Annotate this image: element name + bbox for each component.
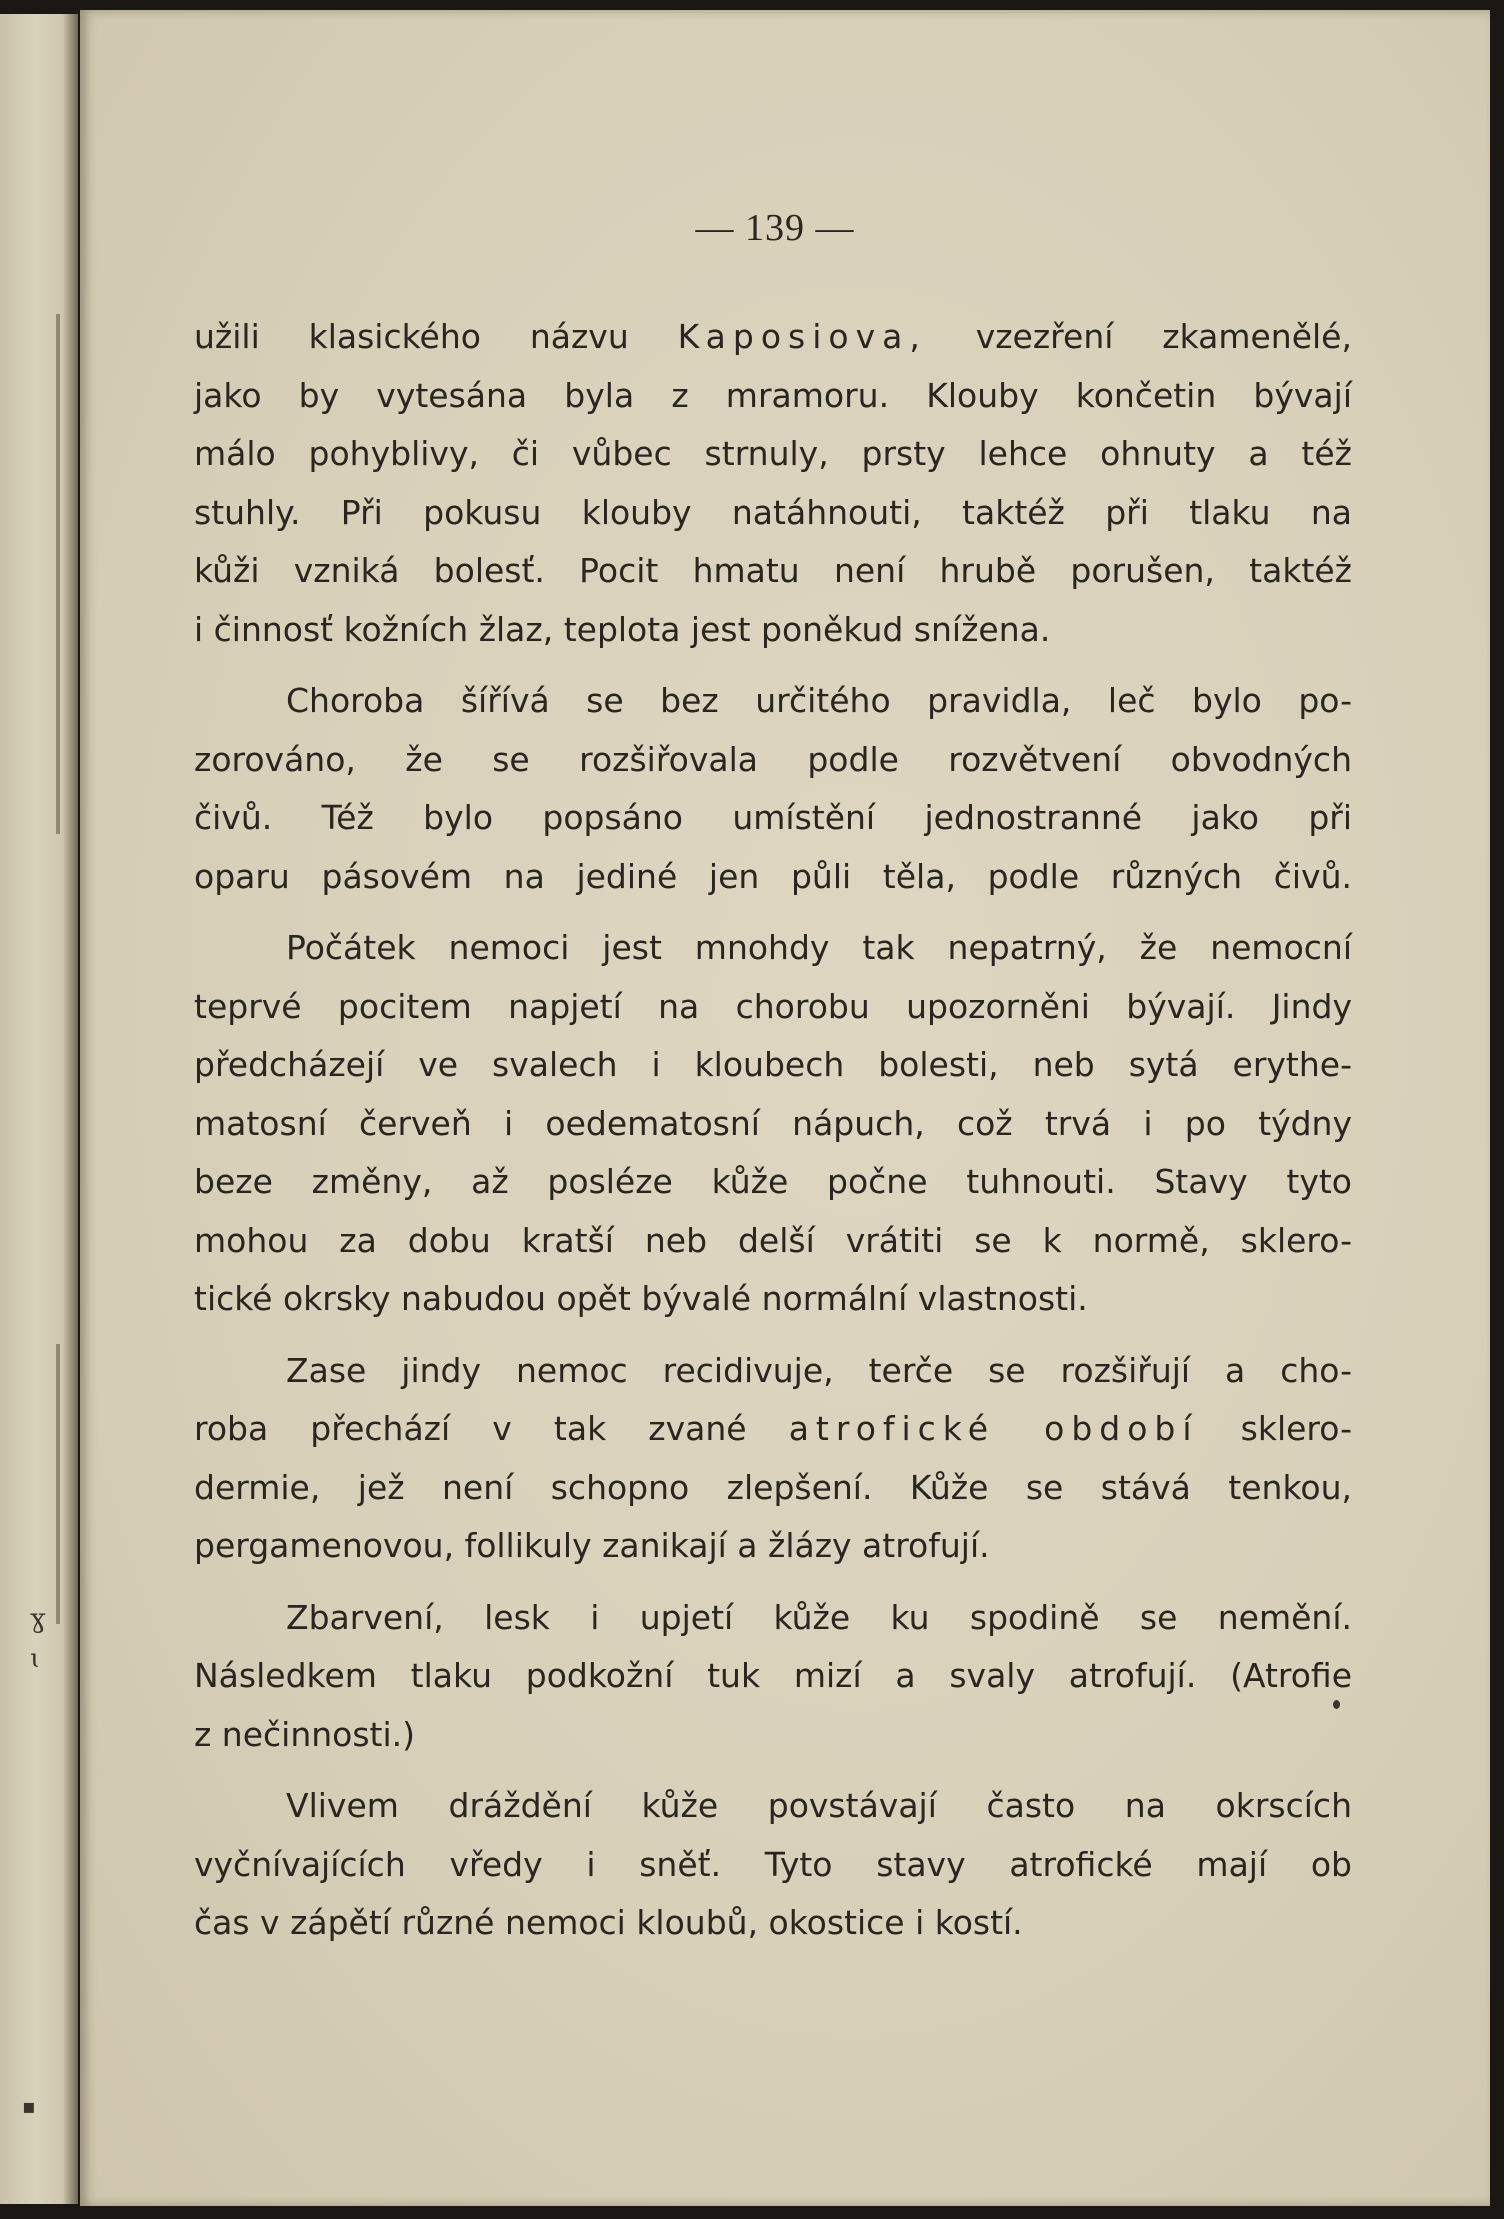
- binding-shadow: [56, 1344, 60, 1624]
- paragraph-5: [194, 1589, 1352, 1765]
- text-line: matosní červeň i oedematosní nápuch, což trvá i po týdny: [194, 1103, 1352, 1143]
- text-line: předcházejí ve svalech i kloubech bolesti, neb sytá erythe-: [194, 1045, 1352, 1084]
- binding-shadow: [56, 314, 60, 834]
- text-line: roba přechází v tak zvané atrofické období sklero-: [194, 1409, 1352, 1448]
- text-line: Zase jindy nemoc recidivuje, terče se rozšiřují a cho-: [286, 1350, 1352, 1390]
- text-line: málo pohyblivy, či vůbec strnuly, prsty lehce ohnuty a též: [194, 434, 1352, 473]
- text-line: beze změny, až posléze kůže počne tuhnouti. Stavy tyto: [194, 1162, 1352, 1201]
- text-line: i činnosť kožních žlaz, teplota jest poněkud snížena.: [194, 609, 1051, 649]
- text-line: tické okrsky nabudou opět bývalé normální vlastnosti.: [194, 1279, 1088, 1318]
- gutter-mark: ɣ: [30, 1604, 46, 1634]
- text-line: kůži vzniká bolesť. Pocit hmatu není hrubě porušen, taktéž: [194, 551, 1352, 590]
- paragraph-2: [194, 672, 1352, 906]
- gutter-mark: ɩ: [30, 1644, 41, 1674]
- page-number: — 139 —: [695, 207, 855, 249]
- text-line: Vlivem dráždění kůže povstávají často na okrscích: [286, 1786, 1352, 1825]
- body-text: [194, 308, 1352, 1953]
- text-line: zorováno, že se rozšiřovala podle rozvětvení obvodných: [194, 739, 1352, 779]
- text-line: oparu pásovém na jediné jen půli těla, podle různých čivů.: [194, 856, 1352, 896]
- book-page: [80, 10, 1490, 2206]
- text-line: čas v zápětí různé nemoci kloubů, okostice i kostí.: [194, 1903, 1023, 1942]
- paragraph-3: [194, 919, 1352, 1329]
- text-line: Zbarvení, lesk i upjetí kůže ku spodině se nemění.: [286, 1597, 1352, 1637]
- text-line: z nečinnosti.): [194, 1714, 416, 1754]
- text-line: čivů. Též bylo popsáno umístění jednostranné jako při: [194, 798, 1352, 837]
- text-line: jako by vytesána byla z mramoru. Klouby končetin bývají: [194, 375, 1352, 415]
- text-line: stuhly. Při pokusu klouby natáhnouti, taktéž při tlaku na: [194, 492, 1352, 532]
- text-line: Počátek nemoci jest mnohdy tak nepatrný, že nemocní: [286, 928, 1352, 967]
- paragraph-1: [194, 308, 1352, 659]
- text-line: dermie, jež není schopno zlepšení. Kůže se stává tenkou,: [194, 1467, 1352, 1507]
- text-line: mohou za dobu kratší neb delší vrátiti se k normě, sklero-: [194, 1220, 1352, 1260]
- paragraph-6: [194, 1777, 1352, 1953]
- text-line: Choroba šířívá se bez určitého pravidla, leč bylo po-: [286, 681, 1352, 720]
- facing-page-edge: [0, 14, 78, 2204]
- text-line: Následkem tlaku podkožní tuk mizí a svaly atrofují. (Atrofie: [194, 1656, 1352, 1695]
- text-line: pergamenovou, follikuly zanikají a žlázy atrofují.: [194, 1526, 990, 1565]
- text-line: užili klasického názvu Kaposiova, vzezření zkamenělé,: [194, 317, 1352, 356]
- gutter-mark: ▪: [22, 2094, 36, 2118]
- text-line: vyčnívajících vředy i sněť. Tyto stavy atrofické mají ob: [194, 1844, 1352, 1884]
- paragraph-4: [194, 1342, 1352, 1576]
- text-line: teprvé pocitem napjetí na chorobu upozorněni bývají. Jindy: [194, 986, 1352, 1026]
